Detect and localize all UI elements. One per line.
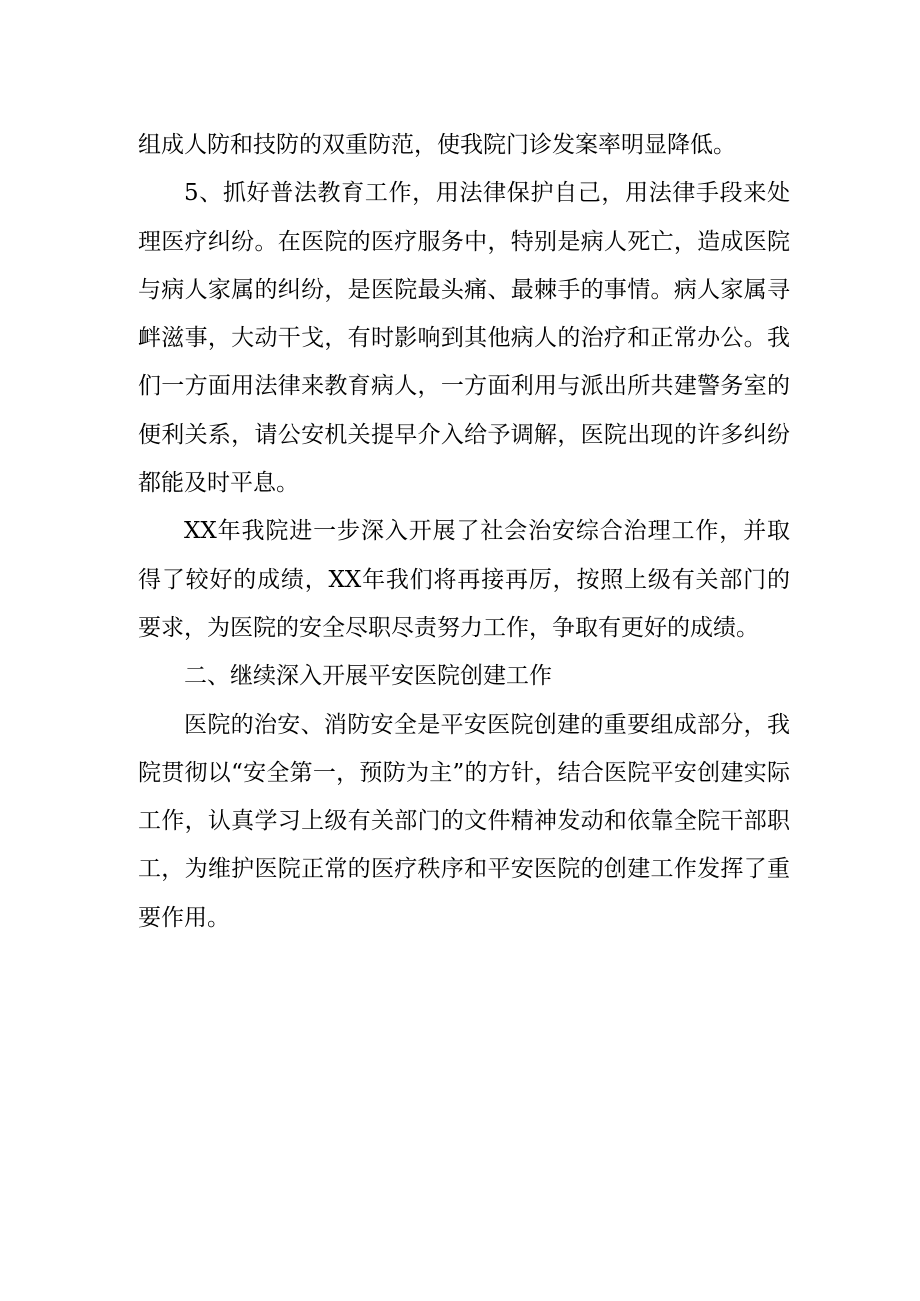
paragraph-continuation: 组成人防和技防的双重防范，使我院门诊发案率明显降低。	[138, 132, 736, 158]
paragraph-annual-summary: XX年我院进一步深入开展了社会治安综合治理工作，并取得了较好的成绩，XX年我们将再接再厉，按照上级有关部门的要求，为医院的安全尽职尽责努力工作，争取有更好的成绩。	[138, 518, 790, 641]
paragraph-safe-hospital: 医院的治安、消防安全是平安医院创建的重要组成部分，我院贯彻以“安全第一，预防为主”的方针，结合医院平安创建实际工作，认真学习上级有关部门的文件精神发动和依靠全院干部职工，为维护医院正常的医疗秩序和平安医院的创建工作发挥了重要作用。	[138, 711, 790, 931]
section-heading: 二、继续深入开展平安医院创建工作	[184, 663, 552, 690]
document-body	[138, 121, 790, 942]
paragraph-legal-education: 5、抓好普法教育工作，用法律保护自己，用法律手段来处理医疗纠纷。在医院的医疗服务中，特别是病人死亡，造成医院与病人家属的纠纷，是医院最头痛、最棘手的事情。病人家属寻衅滋事，大动干戈，有时影响到其他病人的治疗和正常办公。我们一方面用法律来教育病人，一方面利用与派出所共建警务室的便利关系，请公安机关提早介入给予调解，医院出现的许多纠纷都能及时平息。	[138, 180, 790, 497]
